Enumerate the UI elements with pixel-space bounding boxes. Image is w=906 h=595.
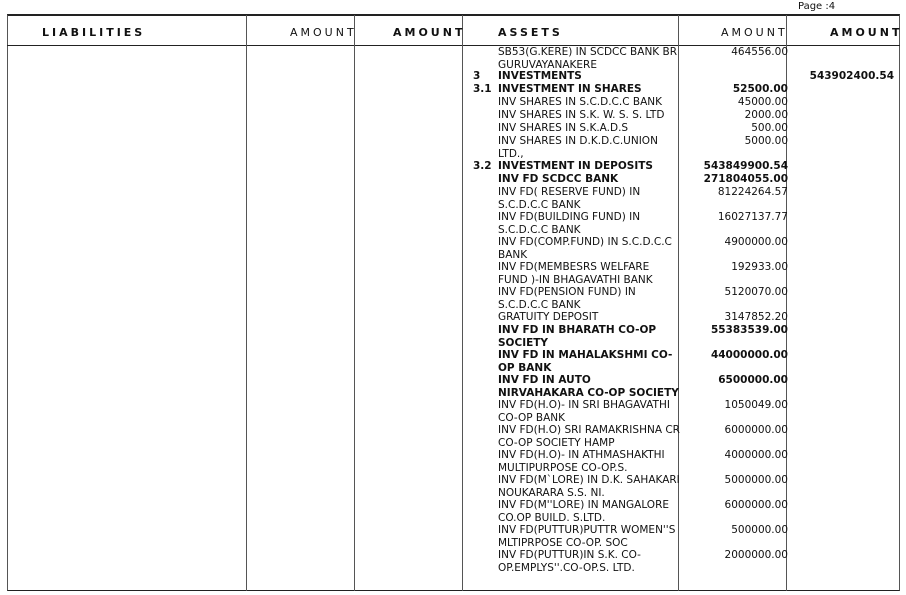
row-amount: 543849900.54 [703,160,788,172]
row-amount: 16027137.77 [717,211,788,223]
row-description: INVESTMENTS [498,70,582,82]
row-description: INV FD(COMP.FUND) IN S.C.D.C.C BANK [498,236,672,261]
row-description: INVESTMENT IN DEPOSITS [498,160,653,172]
row-amount: 2000000.00 [724,549,788,561]
row-total: 543902400.54 [809,70,894,82]
row-description: INV FD(H.O)- IN ATHMASHAKTHI MULTIPURPOSE CO-OP.S. [498,449,665,474]
row-amount: 192933.00 [731,261,788,273]
row-amount: 500000.00 [731,524,788,536]
row-description: INV FD(MEMBESRS WELFARE FUND )-IN BHAGAVATHI BANK [498,261,653,286]
row-description: INV FD(PUTTUR)IN S.K. CO-OP.EMPLYS''.CO-OP.S. LTD. [498,549,641,574]
row-amount: 5000000.00 [724,474,788,486]
row-description: INV FD IN MAHALAKSHMI CO-OP BANK [498,349,673,374]
liabilities-total-header: AMOUNT [393,26,466,39]
row-description: INV FD( RESERVE FUND) IN S.C.D.C.C BANK [498,186,641,211]
assets-total-header: AMOUNT [830,26,903,39]
row-amount: 6000000.00 [724,499,788,511]
row-amount: 44000000.00 [710,349,788,361]
row-description: INV FD(H.O) SRI RAMAKRISHNA CR CO-OP SOCIETY HAMP [498,424,680,449]
row-amount: 2000.00 [744,109,788,121]
row-amount: 3147852.20 [724,311,788,323]
row-description: INV SHARES IN S.K.A.D.S [498,122,629,134]
row-amount: 81224264.57 [717,186,788,198]
liabilities-header: LIABILITIES [42,26,146,39]
row-description: INV FD(M''LORE) IN MANGALORE CO.OP BUILD. S.LTD. [498,499,670,524]
row-number: 3.1 [473,83,492,95]
row-amount: 5000.00 [744,135,788,147]
row-amount: 6000000.00 [724,424,788,436]
row-number: 3.2 [473,160,492,172]
row-description: INVESTMENT IN SHARES [498,83,642,95]
row-amount: 52500.00 [732,83,788,95]
row-description: INV FD SCDCC BANK [498,173,619,185]
row-description: INV FD IN BHARATH CO-OP SOCIETY [498,324,657,349]
row-description: SB53(G.KERE) IN SCDCC BANK BR GURUVAYANAKERE [498,46,678,71]
page-number: Page :4 [798,1,836,12]
row-description: INV FD IN AUTO NIRVAHAKARA CO-OP SOCIETY [498,374,679,399]
row-amount: 5120070.00 [724,286,788,298]
row-amount: 500.00 [751,122,788,134]
row-amount: 45000.00 [737,96,788,108]
row-amount: 4000000.00 [724,449,788,461]
row-description: GRATUITY DEPOSIT [498,311,599,323]
row-description: INV SHARES IN D.K.D.C.UNION LTD., [498,135,658,160]
row-amount: 1050049.00 [724,399,788,411]
row-description: INV FD(M`LORE) IN D.K. SAHAKARI NOUKARARA S.S. NI. [498,474,680,499]
row-amount: 4900000.00 [724,236,788,248]
row-description: INV FD(BUILDING FUND) IN S.C.D.C.C BANK [498,211,641,236]
row-description: INV FD(H.O)- IN SRI BHAGAVATHI CO-OP BANK [498,399,670,424]
assets-header: ASSETS [498,26,563,39]
row-description: INV SHARES IN S.K. W. S. S. LTD [498,109,665,121]
row-number: 3 [473,70,481,82]
liabilities-amount-header: AMOUNT [290,26,357,39]
row-amount: 6500000.00 [718,374,788,386]
assets-amount-header: AMOUNT [721,26,788,39]
row-description: INV FD(PUTTUR)PUTTR WOMEN''S MLTIPRPOSE CO-OP. SOC [498,524,676,549]
row-description: INV FD(PENSION FUND) IN S.C.D.C.C BANK [498,286,636,311]
row-amount: 55383539.00 [710,324,788,336]
row-description: INV SHARES IN S.C.D.C.C BANK [498,96,662,108]
row-amount: 464556.00 [731,46,788,58]
row-amount: 271804055.00 [703,173,788,185]
